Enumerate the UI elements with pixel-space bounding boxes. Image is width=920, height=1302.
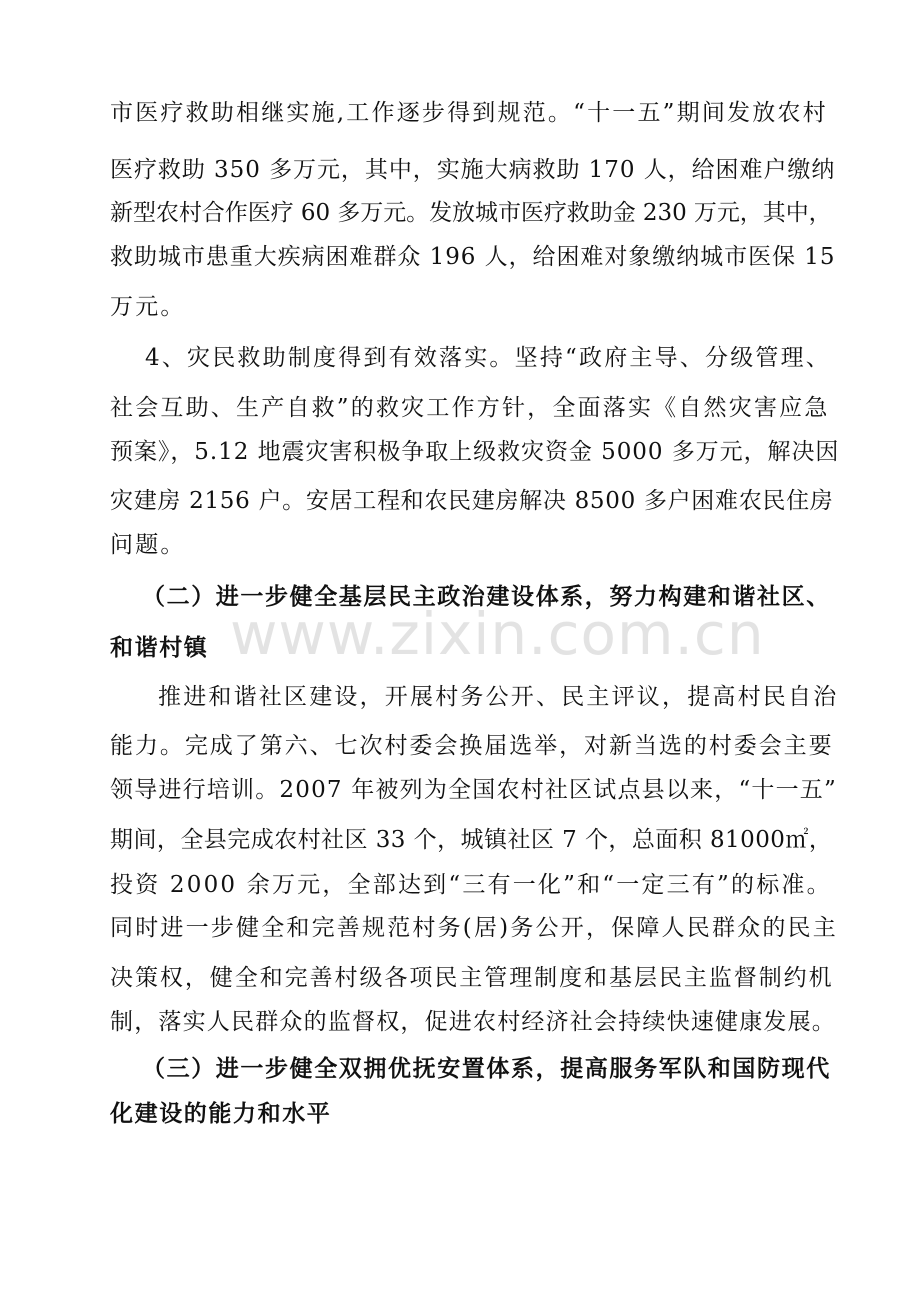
text-line: 制，落实人民群众的监督权，促进农村经济社会持续快速健康发展。 xyxy=(110,1009,836,1035)
heading-line: （三）进一步健全双拥优抚安置体系，提高服务军队和国防现代 xyxy=(142,1056,831,1082)
text-line: 投资 2000 余万元，全部达到“三有一化”和“一定三有”的标准。 xyxy=(110,872,832,898)
text-line: 推进和谐社区建设，开展村务公开、民主评议，提高村民自治 xyxy=(158,684,839,710)
watermark: www.zixin.com.cn xyxy=(230,600,765,668)
text-line: 能力。完成了第六、七次村委会换届选举，对新当选的村委会主要 xyxy=(110,733,834,759)
text-line: 预案》，5.12 地震灾害积极争取上级救灾资金 5000 多万元，解决因 xyxy=(110,439,840,465)
text-line: 救助城市患重大疾病困难群众 196 人，给困难对象缴纳城市医保 15 xyxy=(110,244,836,270)
text-line: 万元。 xyxy=(110,294,186,320)
heading-line: （二）进一步健全基层民主政治建设体系，努力构建和谐社区、 xyxy=(142,584,831,610)
text-line: 市医疗救助相继实施,工作逐步得到规范。“十一五”期间发放农村 xyxy=(110,100,828,126)
text-line: 灾建房 2156 户。安居工程和农民建房解决 8500 多户困难农民住房 xyxy=(110,488,834,514)
text-line: 领导进行培训。2007 年被列为全国农村社区试点县以来，“十一五” xyxy=(110,777,837,803)
text-line: 4、灾民救助制度得到有效落实。坚持“政府主导、分级管理、 xyxy=(145,345,831,371)
text-line: 新型农村合作医疗 60 多万元。发放城市医疗救助金 230 万元，其中， xyxy=(110,200,832,226)
text-line: 医疗救助 350 多万元，其中，实施大病救助 170 人，给困难户缴纳 xyxy=(110,157,836,183)
text-line: 期间，全县完成农村社区 33 个，城镇社区 7 个，总面积 81000㎡， xyxy=(110,827,833,853)
text-line: 问题。 xyxy=(110,532,186,558)
text-line: 同时进一步健全和完善规范村务(居)务公开，保障人民群众的民主 xyxy=(110,915,838,941)
text-line: 决策权，健全和完善村级各项民主管理制度和基层民主监督制约机 xyxy=(110,965,834,991)
heading-line: 和谐村镇 xyxy=(110,635,209,661)
text-line: 社会互助、生产自救”的救灾工作方针，全面落实《自然灾害应急 xyxy=(110,395,830,421)
heading-line: 化建设的能力和水平 xyxy=(110,1101,332,1127)
